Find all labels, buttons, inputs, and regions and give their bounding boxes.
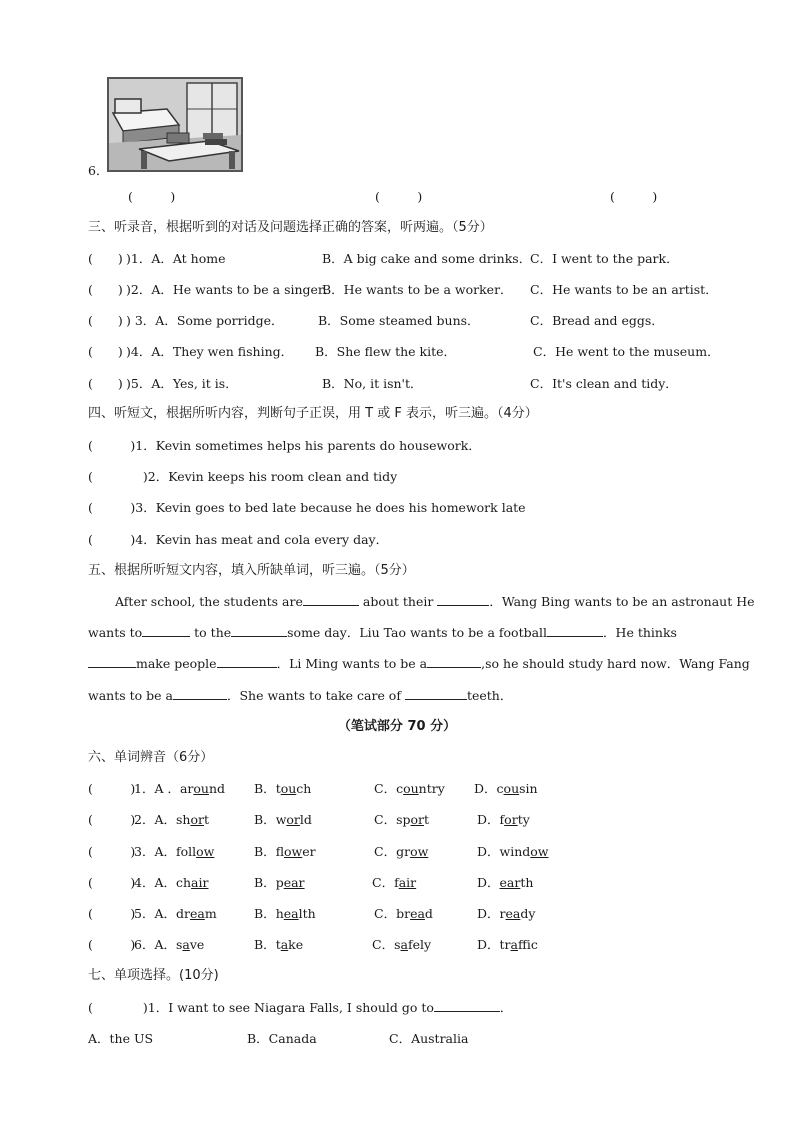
answer-paren[interactable]: ( ) <box>88 812 136 827</box>
option-a: )1．A．At home <box>126 251 226 266</box>
option-b: B．pear <box>254 875 305 890</box>
section6-title: 六、单词辨音（6分） <box>88 750 214 765</box>
q6-answer-paren-3[interactable]: ( ) <box>610 189 658 204</box>
option-d: D．cousin <box>474 781 538 796</box>
option-a: A．the US <box>88 1031 154 1046</box>
option-c: C．country <box>374 781 445 796</box>
option-c: C．sport <box>374 812 430 827</box>
option-c: C．grow <box>374 844 429 859</box>
option-a: )4．A．They wen fishing． <box>126 344 294 359</box>
option-c: C．He went to the museum． <box>533 344 720 359</box>
answer-paren[interactable]: ( ) <box>88 251 123 266</box>
answer-paren[interactable]: ( ) <box>88 500 136 515</box>
option-d: D．traffic <box>477 937 538 952</box>
option-c: C．bread <box>374 906 433 921</box>
answer-paren[interactable]: ( ) <box>88 344 123 359</box>
cloze-line <box>88 656 750 672</box>
option-a: 3．A．follow <box>134 844 215 859</box>
q6-answer-paren-2[interactable]: ( ) <box>375 189 423 204</box>
option-b: B．A big cake and some drinks． <box>322 251 532 266</box>
option-b: B．world <box>254 812 312 827</box>
section5-title: 五、根据所听短文内容，填入所缺单词，听三遍。（5分） <box>88 563 415 578</box>
blank-input[interactable] <box>173 688 227 700</box>
blank-input[interactable] <box>437 594 489 606</box>
statement-text: 2．Kevin keeps his room clean and tidy <box>147 469 398 484</box>
bedroom-illustration-svg <box>109 79 241 170</box>
blank-input[interactable] <box>142 625 190 637</box>
blank-input[interactable] <box>303 594 359 606</box>
option-a: 6．A．save <box>134 937 205 952</box>
section4-item <box>88 532 388 548</box>
answer-paren[interactable]: ( ) <box>88 906 136 921</box>
section7-title: 七、单项选择。(10分) <box>88 968 219 983</box>
blank-input[interactable] <box>405 688 467 700</box>
cloze-text: to the <box>190 625 232 640</box>
answer-paren[interactable]: ( ) <box>88 532 136 547</box>
option-b: B．take <box>254 937 304 952</box>
option-b: B．He wants to be a worker． <box>322 282 513 297</box>
option-a: 2．A．short <box>134 812 209 827</box>
cloze-text: teeth． <box>466 688 513 703</box>
option-c: C．I went to the park． <box>530 251 679 266</box>
answer-paren[interactable]: ( ) <box>88 438 136 453</box>
blank-input[interactable] <box>427 656 481 668</box>
option-a: )2．A．He wants to be a singer． <box>126 282 337 297</box>
option-d: D．ready <box>477 906 536 921</box>
answer-paren[interactable]: ( ) <box>88 313 123 328</box>
section4-title: 四、听短文，根据所听内容，判断句子正误，用 T 或 F 表示，听三遍。（4分） <box>88 406 538 421</box>
question-text: 1．I want to see Niagara Falls, I should go to <box>147 1000 434 1015</box>
answer-paren[interactable]: ( ) <box>88 875 136 890</box>
statement-text: 4．Kevin has meat and cola every day． <box>135 532 389 547</box>
answer-paren[interactable]: ( ) <box>88 1000 148 1015</box>
section7-question-1: ( )1．I want to see Niagara Falls, I should go to ． <box>88 1000 513 1015</box>
section4-item <box>88 500 526 516</box>
cloze-text: ．He thinks <box>603 625 677 640</box>
blank-input[interactable] <box>434 1000 500 1012</box>
q6-number: 6． <box>88 163 109 178</box>
option-c: C．It's clean and tidy． <box>530 376 678 391</box>
cloze-text: about their <box>358 594 438 609</box>
cloze-text: After school, the students are <box>115 594 303 609</box>
answer-paren[interactable]: ( ) <box>88 376 123 391</box>
cloze-text: ,so he should study hard now．Wang Fang <box>481 656 750 671</box>
option-a: 5．A．dream <box>134 906 217 921</box>
answer-paren[interactable]: ( ) <box>88 282 123 297</box>
option-b: B．She flew the kite． <box>315 344 457 359</box>
statement-text: 3．Kevin goes to bed late because he does his homework late <box>135 500 526 515</box>
option-a: 4．A．chair <box>134 875 209 890</box>
option-b: B．No, it isn't． <box>322 376 423 391</box>
cloze-text: ．Wang Bing wants to be an astronaut He <box>489 594 755 609</box>
cloze-text: ．Li Ming wants to be a <box>276 656 428 671</box>
option-c: C．Bread and eggs． <box>530 313 664 328</box>
answer-paren[interactable]: ( ) <box>88 469 148 484</box>
q6-answer-paren-1[interactable]: ( ) <box>128 189 176 204</box>
option-b: B．Some steamed buns． <box>318 313 480 328</box>
cloze-line <box>115 594 755 610</box>
blank-input[interactable] <box>231 625 287 637</box>
cloze-text: make people <box>136 656 217 671</box>
answer-paren[interactable]: ( ) <box>88 937 136 952</box>
blank-input[interactable] <box>547 625 603 637</box>
answer-paren[interactable]: ( ) <box>88 844 136 859</box>
option-a: ) 3．A．Some porridge． <box>126 313 284 328</box>
cloze-text: wants to be a <box>88 688 173 703</box>
option-b: B．health <box>254 906 316 921</box>
option-b: B．Canada <box>247 1031 317 1046</box>
option-b: B．touch <box>254 781 312 796</box>
blank-input[interactable] <box>217 656 277 668</box>
section4-item <box>88 469 397 485</box>
blank-input[interactable] <box>88 656 136 668</box>
option-c: C．fair <box>372 875 417 890</box>
bedroom-illustration <box>107 77 243 172</box>
cloze-line <box>88 625 677 641</box>
section4-item <box>88 438 481 454</box>
option-c: C．safely <box>372 937 432 952</box>
option-d: D．forty <box>477 812 530 827</box>
option-a: )5．A．Yes, it is． <box>126 376 238 391</box>
cloze-text: some day．Liu Tao wants to be a football <box>287 625 548 640</box>
statement-text: 1．Kevin sometimes helps his parents do housework． <box>135 438 481 453</box>
option-a: 1．A ．around <box>134 781 226 796</box>
option-c: C．He wants to be an artist． <box>530 282 718 297</box>
cloze-line <box>88 688 512 704</box>
answer-paren[interactable]: ( ) <box>88 781 136 796</box>
cloze-text: wants to <box>88 625 143 640</box>
option-c: C．Australia <box>389 1031 469 1046</box>
section3-title: 三、听录音，根据听到的对话及问题选择正确的答案，听两遍。（5分） <box>88 220 493 235</box>
written-part-header: （笔试部分 70 分） <box>337 719 457 734</box>
cloze-text: ．She wants to take care of <box>226 688 405 703</box>
option-b: B．flower <box>254 844 316 859</box>
option-d: D．window <box>477 844 549 859</box>
option-d: D．earth <box>477 875 534 890</box>
